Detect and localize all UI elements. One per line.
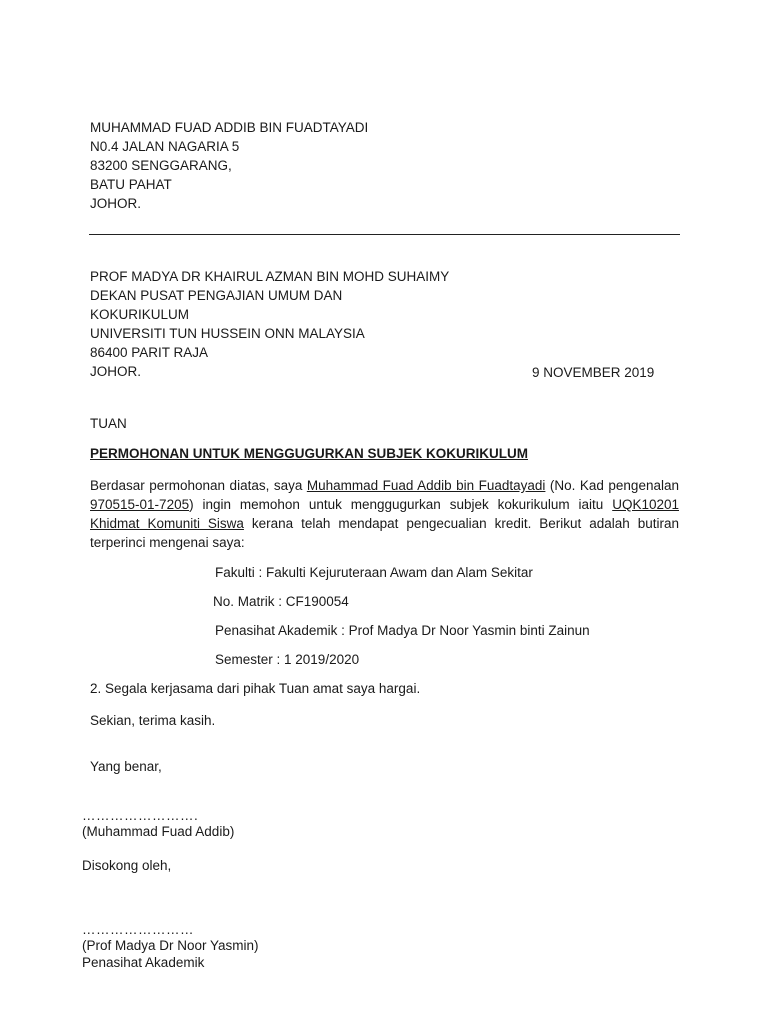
course-subject: UQK10201 Khidmat Komuniti Siswa — [90, 497, 679, 531]
sender-block — [90, 118, 368, 213]
divider-line — [89, 234, 680, 235]
body-text: (No. Kad pengenalan — [545, 478, 679, 493]
detail-advisor: Penasihat Akademik : Prof Madya Dr Noor Yasmin binti Zainun — [215, 623, 590, 638]
ic-number: 970515-01-7205 — [90, 497, 190, 512]
sender-address-line: BATU PAHAT — [90, 177, 172, 192]
detail-semester: Semester : 1 2019/2020 — [215, 652, 360, 667]
subject-heading: PERMOHONAN UNTUK MENGGUGURKAN SUBJEK KOKURIKULUM — [90, 446, 528, 461]
recipient-block — [90, 267, 449, 381]
advisor-title: Penasihat Akademik — [82, 955, 205, 970]
recipient-line: KOKURIKULUM — [90, 307, 190, 322]
detail-faculty: Fakulti : Fakulti Kejuruteraan Awam dan Alam Sekitar — [215, 565, 533, 580]
body-text: Berdasar permohonan diatas, saya — [90, 478, 307, 493]
signature-dots: ……………………. — [82, 808, 199, 823]
recipient-line: JOHOR. — [90, 364, 142, 379]
paragraph-2: 2. Segala kerjasama dari pihak Tuan amat saya hargai. — [90, 681, 421, 696]
sender-address-line: JOHOR. — [90, 196, 142, 211]
recipient-line: UNIVERSITI TUN HUSSEIN ONN MALAYSIA — [90, 326, 365, 341]
signatory-name: (Muhammad Fuad Addib) — [82, 824, 235, 839]
body-text: ) ingin memohon untuk menggugurkan subjek kokurikulum iaitu — [189, 497, 613, 512]
supported-by: Disokong oleh, — [82, 858, 172, 873]
regards-text: Yang benar, — [90, 759, 162, 774]
applicant-name: Muhammad Fuad Addib bin Fuadtayadi — [306, 478, 546, 493]
advisor-name: (Prof Madya Dr Noor Yasmin) — [82, 938, 259, 953]
recipient-line: DEKAN PUSAT PENGAJIAN UMUM DAN — [90, 288, 343, 303]
body-paragraph — [90, 476, 679, 552]
sender-address-line: 83200 SENGGARANG, — [90, 158, 232, 173]
recipient-line: PROF MADYA DR KHAIRUL AZMAN BIN MOHD SUHAIMY — [90, 269, 450, 284]
sender-name: MUHAMMAD FUAD ADDIB BIN FUADTAYADI — [90, 120, 369, 135]
letter-date: 9 NOVEMBER 2019 — [532, 365, 655, 380]
body-text: kerana telah mendapat pengecualian kredit. Berikut adalah butiran terperinci mengenai saya: — [90, 516, 679, 550]
detail-matric: No. Matrik : CF190054 — [213, 594, 349, 609]
recipient-line: 86400 PARIT RAJA — [90, 345, 209, 360]
salutation: TUAN — [90, 416, 127, 431]
signature-dots: …………………… — [82, 922, 194, 937]
closing-text: Sekian, terima kasih. — [90, 713, 216, 728]
sender-address-line: N0.4 JALAN NAGARIA 5 — [90, 139, 240, 154]
